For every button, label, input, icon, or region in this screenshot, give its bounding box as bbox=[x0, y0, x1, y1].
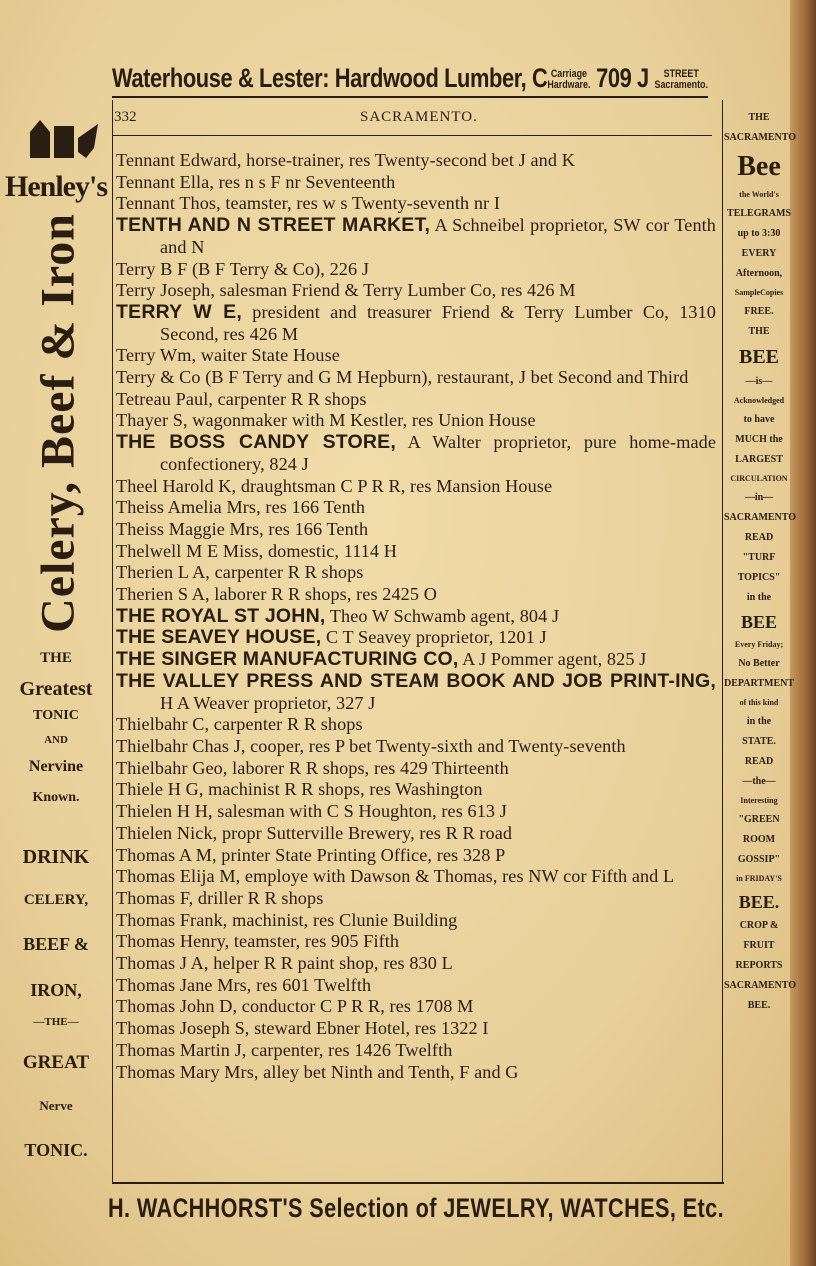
right-advert-line: READ bbox=[744, 532, 774, 543]
directory-entry bbox=[116, 410, 716, 432]
entry-text: Thiele H G, machinist R R shops, res Washington bbox=[116, 779, 483, 800]
entry-text: A Schneibel proprietor, SW cor Tenth and N bbox=[160, 215, 716, 257]
right-advert-line: Afternoon, bbox=[735, 268, 783, 279]
entry-bold-name: TENTH AND N STREET MARKET, bbox=[116, 214, 431, 237]
left-advert-line: CELERY, bbox=[23, 892, 89, 908]
header-firm: Waterhouse & Lester: bbox=[112, 63, 330, 93]
header-city: Sacramento. bbox=[654, 78, 708, 91]
directory-entry bbox=[116, 671, 716, 714]
right-advert-line: BEE bbox=[740, 612, 778, 632]
right-advert-line: SACRAMENTO bbox=[724, 132, 797, 143]
footer-advert: H. WACHHORST'S Selection of JEWELRY, WATCHES, Etc. bbox=[108, 1193, 724, 1223]
header-street: STREET bbox=[663, 67, 699, 80]
entry-text: Theo W Schwamb agent, 804 J bbox=[325, 605, 560, 626]
directory-entry bbox=[116, 1062, 716, 1084]
right-advert-line: Interesting bbox=[740, 796, 778, 805]
entry-text: C T Seavey proprietor, 1201 J bbox=[321, 627, 547, 648]
entry-text: Thomas Elija M, employe with Dawson & Thomas, res NW cor Fifth and L bbox=[116, 866, 675, 887]
right-advert-line: in the bbox=[746, 592, 772, 603]
right-advert-line: EVERY bbox=[741, 248, 777, 259]
right-advert-line: TOPICS" bbox=[737, 572, 781, 583]
directory-entry bbox=[116, 562, 716, 584]
directory-entry bbox=[116, 996, 716, 1018]
directory-entry bbox=[116, 931, 716, 953]
directory-entry bbox=[116, 345, 716, 367]
entry-text: Therien S A, laborer R R shops, res 2425 O bbox=[116, 584, 437, 605]
right-advert-line: REPORTS bbox=[735, 960, 783, 971]
directory-entry bbox=[116, 541, 716, 563]
left-advert-line: —THE— bbox=[33, 1016, 79, 1028]
directory-entries bbox=[116, 150, 716, 1083]
right-column-rule bbox=[722, 100, 723, 1182]
directory-entry bbox=[116, 758, 716, 780]
left-advert-line: Greatest bbox=[19, 678, 93, 700]
left-advert-line: Nervine bbox=[28, 758, 84, 775]
entry-text: Thomas A M, printer State Printing Office, res 328 P bbox=[116, 844, 506, 865]
directory-entry bbox=[116, 302, 716, 345]
right-advert-line: DEPARTMENT bbox=[724, 678, 795, 689]
entry-text: Tennant Edward, horse-trainer, res Twenty-second bet J and K bbox=[116, 150, 575, 170]
entry-text: Thomas Henry, teamster, res 905 Fifth bbox=[116, 931, 400, 952]
entry-text: Terry & Co (B F Terry and G M Hepburn), restaurant, J bet Second and Third bbox=[116, 367, 689, 388]
directory-entry bbox=[116, 476, 716, 498]
left-advert-line: DRINK bbox=[22, 846, 90, 868]
thistle-ornament-icon bbox=[28, 118, 100, 162]
entry-text: A Walter proprietor, pure home-made confectionery, 824 J bbox=[160, 432, 716, 474]
right-advert-line: in FRIDAY'S bbox=[736, 874, 782, 883]
entry-text: Thielen Nick, propr Sutterville Brewery, res R R road bbox=[116, 822, 513, 843]
right-advert-line: Every Friday; bbox=[734, 640, 784, 649]
right-advert-line: SACRAMENTO bbox=[724, 980, 797, 991]
directory-entry bbox=[116, 779, 716, 801]
right-advert-line: FREE. bbox=[744, 306, 774, 317]
left-advert-line: Nerve bbox=[39, 1098, 73, 1113]
directory-entry bbox=[116, 953, 716, 975]
right-advert-line: CROP & bbox=[739, 920, 779, 931]
header-carriage: Carriage bbox=[550, 67, 587, 80]
entry-text: president and treasurer Friend & Terry Lumber Co, 1310 Second, res 426 M bbox=[160, 301, 716, 344]
entry-bold-name: TERRY W E, bbox=[116, 300, 242, 323]
entry-text: Tetreau Paul, carpenter R R shops bbox=[116, 388, 367, 409]
left-advert-line: TONIC. bbox=[24, 1140, 88, 1160]
entry-text: Thomas Joseph S, steward Ebner Hotel, res 1322 I bbox=[116, 1018, 489, 1039]
entry-bold-name: THE ROYAL ST JOHN, bbox=[116, 604, 326, 627]
right-advert-line: LARGEST bbox=[735, 454, 783, 465]
celery-beef-iron-vertical bbox=[32, 208, 84, 638]
right-advert-line: GOSSIP" bbox=[737, 854, 781, 865]
directory-entry bbox=[116, 172, 716, 194]
directory-entry bbox=[116, 519, 716, 541]
entry-text: Tennant Thos, teamster, res w s Twenty-seventh nr I bbox=[116, 193, 501, 214]
left-advert-line: GREAT bbox=[22, 1052, 90, 1073]
directory-entry bbox=[116, 367, 716, 389]
directory-entry bbox=[116, 432, 716, 475]
entry-text: A J Pommer agent, 825 J bbox=[458, 649, 647, 670]
celery-beef-iron-text: Celery, Beef & Iron bbox=[31, 213, 85, 633]
right-advert-line: ROOM bbox=[742, 834, 776, 845]
right-advert-line: —is— bbox=[745, 376, 773, 387]
entry-text: Terry Wm, waiter State House bbox=[116, 345, 340, 366]
right-advert-line: —the— bbox=[742, 776, 776, 787]
directory-entry bbox=[116, 845, 716, 867]
directory-entry bbox=[116, 193, 716, 215]
entry-bold-name: THE BOSS CANDY STORE, bbox=[116, 431, 397, 454]
left-advert-line: TONIC bbox=[33, 708, 79, 723]
entry-text: Theiss Maggie Mrs, res 166 Tenth bbox=[116, 518, 369, 539]
right-advert-line: SACRAMENTO bbox=[724, 512, 797, 523]
right-advert-line: —in— bbox=[744, 492, 774, 503]
right-advert-line: TELEGRAMS bbox=[727, 208, 791, 219]
right-advert-line: SampleCopies bbox=[734, 288, 784, 297]
entry-text: Thielen H H, salesman with C S Houghton, res 613 J bbox=[116, 801, 507, 822]
entry-text: Thomas Martin J, carpenter, res 1426 Twelfth bbox=[116, 1039, 453, 1060]
right-advert-line: "GREEN bbox=[738, 814, 780, 825]
running-head-rule bbox=[112, 135, 712, 136]
right-advert-line: THE bbox=[748, 112, 770, 123]
left-advert-line: IRON, bbox=[30, 980, 82, 1000]
directory-entry bbox=[116, 649, 716, 671]
directory-entry bbox=[116, 1040, 716, 1062]
entry-text: Thomas John D, conductor C P R R, res 1708 M bbox=[116, 996, 474, 1017]
directory-entry bbox=[116, 627, 716, 649]
entry-text: Thomas Jane Mrs, res 601 Twelfth bbox=[116, 974, 372, 995]
entry-text: Thomas Frank, machinist, res Clunie Building bbox=[116, 909, 458, 930]
directory-entry bbox=[116, 606, 716, 628]
running-head-title: SACRAMENTO. bbox=[360, 109, 478, 125]
left-advert-line: Known. bbox=[32, 790, 80, 805]
header-product: Hardwood Lumber, bbox=[334, 63, 527, 93]
entry-text: Thielbahr C, carpenter R R shops bbox=[116, 714, 363, 735]
directory-entry bbox=[116, 280, 716, 302]
directory-entry bbox=[116, 823, 716, 845]
right-advert-line: BEE. bbox=[747, 1000, 771, 1011]
entry-text: Thielbahr Geo, laborer R R shops, res 429 Thirteenth bbox=[116, 757, 509, 778]
directory-entry bbox=[116, 1018, 716, 1040]
directory-entry bbox=[116, 888, 716, 910]
directory-entry bbox=[116, 736, 716, 758]
entry-text: Terry B F (B F Terry & Co), 226 J bbox=[116, 258, 370, 279]
entry-text: Theiss Amelia Mrs, res 166 Tenth bbox=[116, 497, 366, 518]
right-advert-line: BEE. bbox=[738, 892, 780, 912]
page-number: 332 bbox=[114, 109, 137, 125]
directory-entry bbox=[116, 584, 716, 606]
header-street-city bbox=[655, 69, 708, 91]
right-advert-line: FRUIT bbox=[743, 940, 775, 951]
entry-bold-name: THE SINGER MANUFACTURING CO, bbox=[116, 648, 459, 671]
right-advert-line: No Better bbox=[738, 658, 780, 669]
entry-text: Therien L A, carpenter R R shops bbox=[116, 562, 364, 583]
entry-text: Thomas J A, helper R R paint shop, res 830 L bbox=[116, 953, 453, 974]
directory-entry bbox=[116, 150, 716, 172]
right-advert-line: MUCH the bbox=[735, 434, 783, 445]
directory-entry bbox=[116, 215, 716, 258]
directory-entry bbox=[116, 801, 716, 823]
header-c: C bbox=[531, 63, 548, 93]
header-rule bbox=[112, 96, 708, 98]
right-advert-line: of this kind bbox=[739, 698, 779, 707]
right-advert-line: STATE. bbox=[742, 736, 776, 747]
right-advert-line: READ bbox=[744, 756, 774, 767]
directory-entry bbox=[116, 259, 716, 281]
header-hardware: Hardware. bbox=[547, 78, 591, 91]
directory-entry bbox=[116, 497, 716, 519]
entry-text: H A Weaver proprietor, 327 J bbox=[160, 692, 376, 713]
entry-text: Tennant Ella, res n s F nr Seventeenth bbox=[116, 171, 396, 192]
entry-text: Thielbahr Chas J, cooper, res P bet Twenty-sixth and Twenty-seventh bbox=[116, 735, 626, 756]
entry-text: Theel Harold K, draughtsman C P R R, res Mansion House bbox=[116, 475, 553, 496]
top-advert-header bbox=[112, 62, 708, 94]
directory-entry bbox=[116, 714, 716, 736]
right-advert-line: to have bbox=[743, 414, 775, 425]
footer-rule bbox=[112, 1182, 724, 1184]
left-advert-line: BEEF & bbox=[23, 934, 89, 954]
right-advert-line: Bee bbox=[737, 151, 781, 182]
left-advert-line: THE bbox=[40, 650, 72, 666]
entry-text: Thelwell M E Miss, domestic, 1114 H bbox=[116, 540, 398, 561]
entry-text: Thayer S, wagonmaker with M Kestler, res Union House bbox=[116, 410, 536, 431]
entry-text: Terry Joseph, salesman Friend & Terry Lumber Co, res 426 M bbox=[116, 280, 576, 301]
right-advert-line: BEE bbox=[738, 346, 780, 368]
left-advert-line: AND bbox=[44, 734, 68, 746]
right-advert-line: up to 3:30 bbox=[737, 228, 781, 239]
entry-bold-name: THE VALLEY PRESS AND STEAM BOOK AND JOB PRINT-ING, bbox=[116, 669, 716, 692]
right-advert-line: "TURF bbox=[742, 552, 776, 563]
right-advert-line: in the bbox=[746, 716, 772, 727]
directory-entry bbox=[116, 866, 716, 888]
right-advert-line: Acknowledged bbox=[733, 396, 785, 405]
header-address: 709 J bbox=[596, 63, 649, 93]
entry-bold-name: THE SEAVEY HOUSE, bbox=[116, 626, 322, 649]
header-carriage-hardware bbox=[547, 69, 590, 91]
directory-entry bbox=[116, 389, 716, 411]
directory-entry bbox=[116, 975, 716, 997]
entry-text: Thomas Mary Mrs, alley bet Ninth and Tenth, F and G bbox=[116, 1061, 519, 1082]
right-advert-line: THE bbox=[748, 326, 770, 337]
henleys-label: Henley's bbox=[5, 170, 107, 203]
left-column-rule bbox=[112, 100, 113, 1182]
directory-entry bbox=[116, 910, 716, 932]
right-advert-line: the World's bbox=[739, 190, 779, 199]
entry-text: Thomas F, driller R R shops bbox=[116, 887, 324, 908]
right-advert-line: CIRCULATION bbox=[730, 474, 788, 483]
